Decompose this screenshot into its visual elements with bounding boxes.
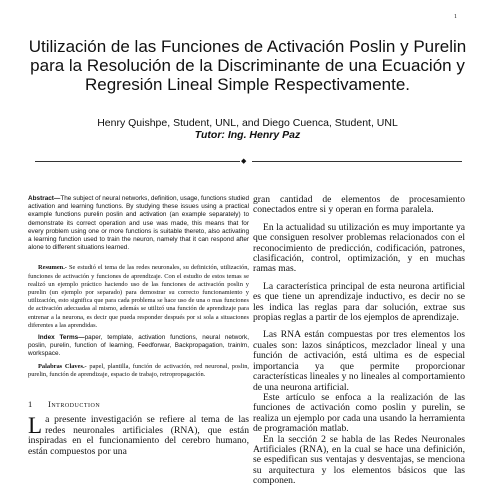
divider-right	[252, 161, 462, 162]
resumen	[28, 264, 249, 330]
resumen-text: Se estudió el tema de las redes neuronales, su definición, utilización, funciones de activación y funciones de aprendizaje. Con el estudio de estos temas se realizó un ejemplo práctico haciendo uso de las funciones de activación poslin y purelin (un ejemplo por separado) para demostrar su correcto funcionamiento y utilización, esto significa que para cada problema se hace uso de una o mas funciones de activación adecuadas al mismo, además se utilizó una función de aprendizaje para entrenar a la neurona, es decir que pueda responder después por si sola a situaciones diferentes a las aprendidas.	[28, 264, 249, 329]
index-terms-text: paper, template, activation functions, neural network, poslin, purelin, function of learning, Feedforwar, Backpropagation, trainlm, workspace.	[28, 334, 249, 358]
divider-diamond-icon: ◆	[241, 157, 247, 165]
palabras-clave-label: Palabras Claves.-	[38, 362, 87, 370]
tutor-line: Tutor: Ing. Henry Paz	[194, 129, 301, 141]
section-number: 1	[28, 399, 33, 410]
body-paragraph: Las RNA están compuestas por tres elementos los cuales son: lazos sinápticos, mezclador lineal y una función de activación, está ultima es de especial importancia ya que permite proporcionar características lineales y no lineales al comportamiento de una neurona artificial.	[253, 329, 465, 393]
index-terms	[28, 334, 249, 359]
abstract-text: The subject of neural networks, definition, usage, functions studied activation and learning functions. By studying these issues using a practical example functions purelin poslin and activation (an example separately) to demonstrate its correct operation and use was made, this means that for every problem using one or more functions is suitable thereto, also activating a learning function used to train the neuron, namely that it can respond after alone to different situations learned.	[28, 195, 249, 252]
body-paragraph: En la actualidad su utilización es muy importante ya que consiguen resolver problemas relacionados con el reconocimiento de predicción, codificación, patrones, clasificación, control, optimización, y en muchas ramas mas.	[253, 221, 465, 275]
intro-paragraph	[28, 415, 249, 457]
left-column	[28, 195, 249, 457]
abstract-label: Abstract—	[28, 195, 61, 202]
section-heading	[28, 399, 249, 409]
page-number: 1	[454, 14, 457, 20]
intro-text: a presente investigación se refiere al tema de las redes neuronales artificiales (RNA), que están inspiradas en el funcionamiento del cerebro humano, están compuestos por una	[28, 414, 249, 457]
authors-line: Henry Quishpe, Student, UNL, and Diego Cuenca, Student, UNL	[97, 117, 398, 129]
body-paragraph: La característica principal de esta neurona artificial es que tiene un aprendizaje inductivo, es decir no se les indica las reglas para dar solución, extrae sus propias reglas a partir de los ejemplos de aprendizaje.	[253, 280, 465, 324]
body-paragraph: gran cantidad de elementos de procesamiento conectados entre si y operan en forma paralela.	[253, 194, 465, 216]
right-column	[253, 195, 465, 494]
paper-title: Utilización de las Funciones de Activación Poslin y Purelin para la Resolución de la Discriminante de una Ecuación y Regresión Lineal Simple Respectivamente.	[28, 37, 467, 94]
resumen-label: Resumen.-	[38, 264, 67, 272]
dropcap: L	[28, 413, 43, 439]
palabras-clave	[28, 363, 249, 379]
divider-left	[35, 161, 240, 162]
section-title: Introduction	[48, 399, 101, 410]
index-terms-label: Index Terms—	[38, 334, 85, 342]
abstract	[28, 195, 249, 252]
palabras-clave-text: papel, plantilla, función de activación, red neuronal, poslin, purelin, función de aprendizaje, espacio de trabajo, retropropagación.	[28, 362, 249, 378]
body-paragraph: En la sección 2 se habla de las Redes Neuronales Artificiales (RNA), en la cual se hace una definición, se espedifican sus ventajas y desventajas, se menciona su arquitectura y los elementos básicos que las componen.	[253, 433, 465, 487]
body-paragraph: Este artículo se enfoca a la realización de las funciones de activación como poslin y purelin, se realiza un ejemplo por cada una usando la herramienta de programación matlab.	[253, 391, 465, 435]
